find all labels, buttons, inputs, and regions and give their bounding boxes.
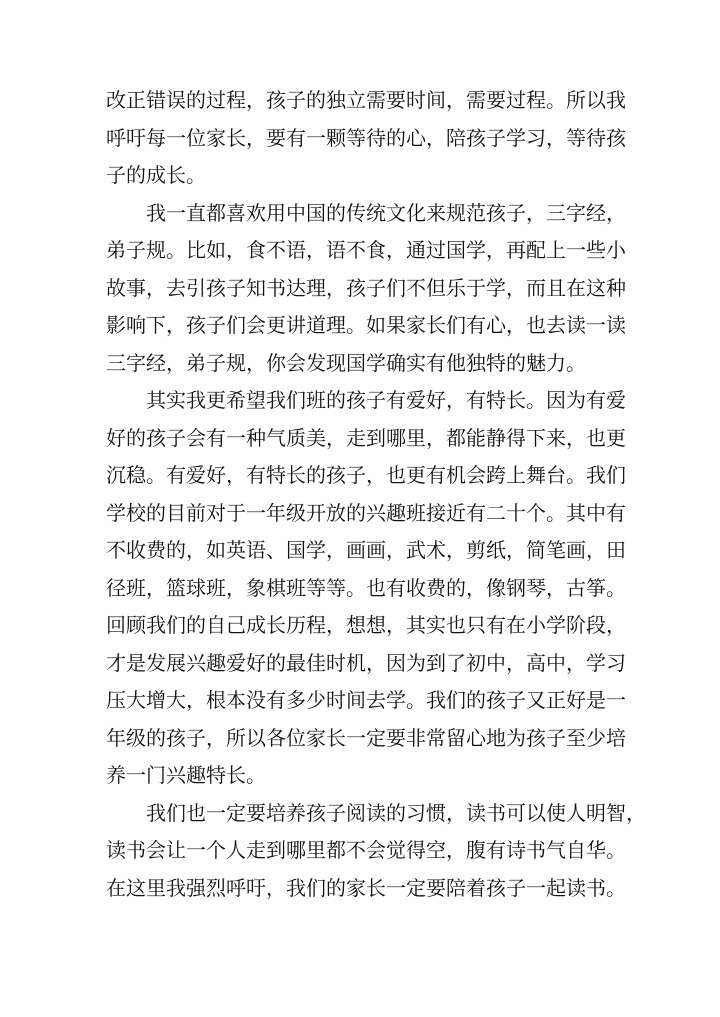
text-line: 养一门兴趣特长。: [106, 763, 266, 787]
text-line: 才是发展兴趣爱好的最佳时机，因为到了初中，高中，学习: [106, 650, 626, 675]
text-line: 故事，去引孩子知书达理，孩子们不但乐于学，而且在这种: [106, 275, 626, 300]
text-line: 年级的孩子，所以各位家长一定要非常留心地为孩子至少培: [106, 725, 626, 750]
text-line: 沉稳。有爱好，有特长的孩子，也更有机会跨上舞台。我们: [106, 463, 626, 487]
document-body: [106, 82, 646, 907]
text-line: 改正错误的过程，孩子的独立需要时间，需要过程。所以我: [106, 88, 626, 112]
text-line: 子的成长。: [106, 163, 206, 187]
text-line: 好的孩子会有一种气质美，走到哪里，都能静得下来，也更: [106, 425, 626, 450]
text-line: 弟子规。比如，食不语，语不食，通过国学，再配上一些小: [106, 238, 626, 262]
text-line: 呼吁每一位家长，要有一颗等待的心，陪孩子学习，等待孩: [106, 125, 626, 150]
text-line: 我们也一定要培养孩子阅读的习惯，读书可以使人明智，: [146, 800, 646, 825]
text-line: 影响下，孩子们会更讲道理。如果家长们有心，也去读一读: [106, 313, 626, 337]
text-line: 回顾我们的自己成长历程，想想，其实也只有在小学阶段，: [106, 613, 626, 637]
text-line: 学校的目前对于一年级开放的兴趣班接近有二十个。其中有: [106, 500, 626, 525]
text-line: 在这里我强烈呼吁，我们的家长一定要陪着孩子一起读书。: [106, 875, 626, 900]
text-line: 压大增大，根本没有多少时间去学。我们的孩子又正好是一: [106, 688, 626, 712]
text-line: 不收费的，如英语、国学，画画，武术，剪纸，简笔画，田: [106, 538, 626, 562]
text-line: 径班，篮球班，象棋班等等。也有收费的，像钢琴，古筝。: [106, 575, 626, 600]
text-line: 我一直都喜欢用中国的传统文化来规范孩子，三字经，: [146, 200, 626, 225]
text-line: 三字经，弟子规，你会发现国学确实有他独特的魅力。: [106, 350, 586, 375]
text-line: 其实我更希望我们班的孩子有爱好，有特长。因为有爱: [146, 388, 626, 412]
text-line: 读书会让一个人走到哪里都不会觉得空，腹有诗书气自华。: [106, 838, 626, 862]
